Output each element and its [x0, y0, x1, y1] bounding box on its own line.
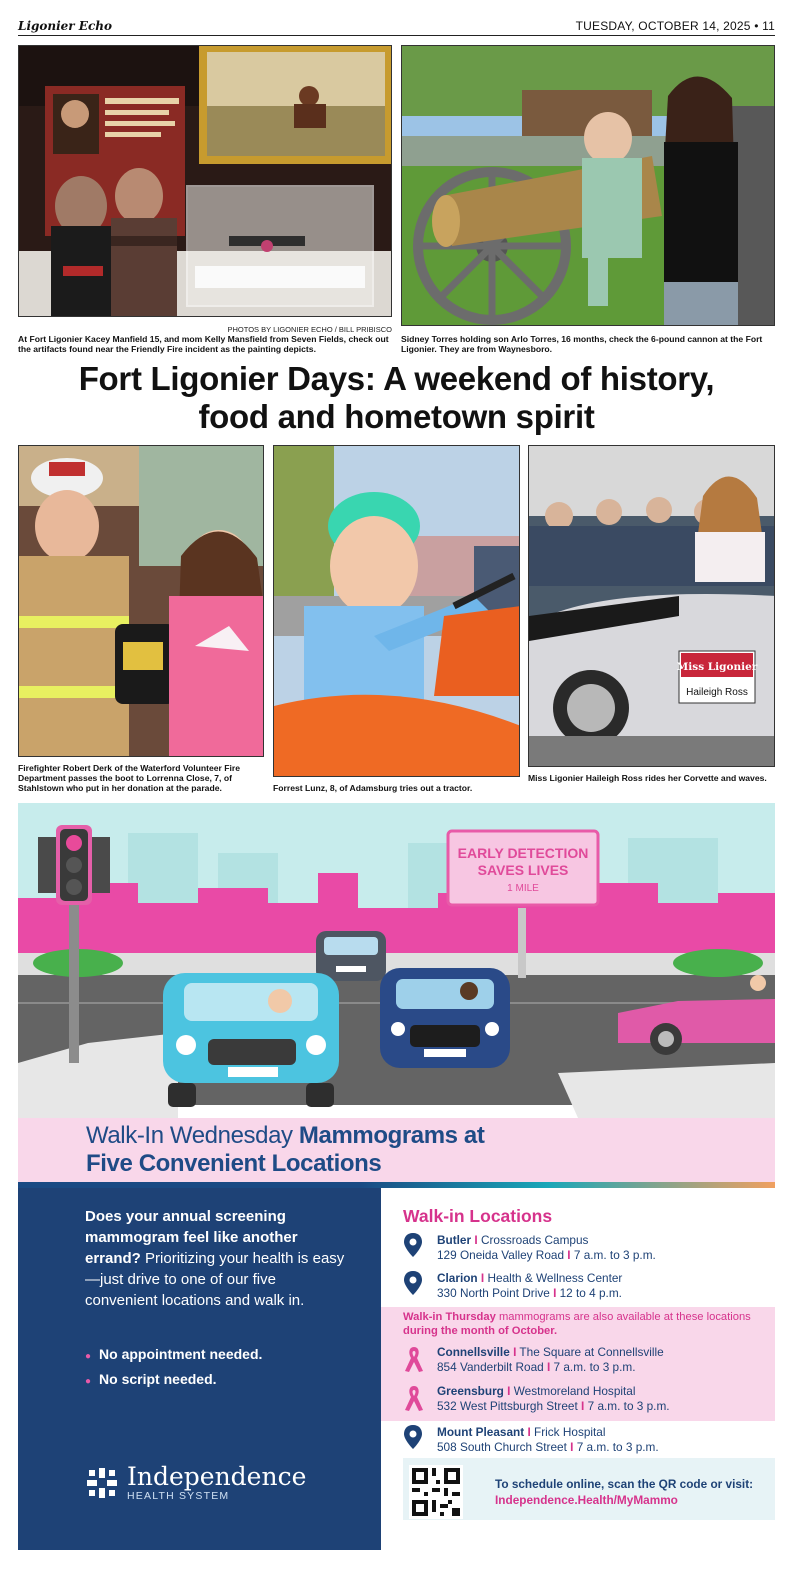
pink-ribbon-icon — [403, 1384, 437, 1417]
question-bold: Does your annual screening mammogram feel like another errand? — [85, 1208, 298, 1267]
banner-line1 — [86, 1122, 775, 1150]
headline-line2: food and hometown spirit — [198, 398, 595, 435]
car-sign-title: Miss Ligonier — [676, 661, 758, 673]
ad-question — [85, 1206, 351, 1311]
qr-code-icon[interactable] — [409, 1465, 463, 1519]
paper-name: Ligonier Echo — [18, 18, 112, 33]
banner-bold1: Mammograms at — [298, 1122, 485, 1149]
photo-credit: PHOTOS BY LIGONIER ECHO / BILL PRIBISCO — [227, 325, 392, 334]
ad-right-panel — [381, 1188, 775, 1550]
cannon-caption: Sidney Torres holding son Arlo Torres, 16 months, check the 6-pound cannon at the Fort Ligonier. They are from Waynesboro. — [401, 334, 763, 354]
headline — [18, 360, 775, 436]
pink-ribbon-icon — [403, 1345, 437, 1378]
location-item: Butler I Crossroads Campus 129 Oneida Valley Road I 7 a.m. to 3 p.m. — [403, 1233, 775, 1263]
banner-light: Walk-In Wednesday — [86, 1122, 293, 1149]
museum-caption: At Fort Ligonier Kacey Manfield 15, and mom Kelly Mansfield from Seven Fields, check out the artifacts found near the Friendly Fire incident as the painting depicts. — [18, 334, 389, 354]
bullet-icon: ● — [85, 1351, 92, 1362]
tractor-photo — [273, 445, 520, 777]
banner-line2 — [86, 1150, 775, 1178]
logo-name: Independence — [127, 1462, 307, 1491]
schedule-text — [495, 1476, 753, 1508]
map-pin-icon — [403, 1233, 437, 1262]
question-body: Prioritizing your health is easy—just drive to one of our five convenient locations and walk in. — [85, 1250, 345, 1309]
location-item: Clarion I Health & Wellness Center 330 North Point Drive I 12 to 4 p.m. — [403, 1271, 775, 1301]
masthead — [18, 16, 775, 36]
logo-sub: HEALTH SYSTEM — [127, 1490, 230, 1502]
thursday-note: Walk-in Thursday mammograms are also available at these locations during the month of October. — [403, 1311, 751, 1337]
location-item: Connellsville I The Square at Connellsville 854 Vanderbilt Road I 7 a.m. to 3 p.m. — [403, 1345, 775, 1378]
map-pin-icon — [403, 1425, 437, 1454]
independence-logo — [85, 1464, 306, 1502]
benefit-list — [85, 1343, 351, 1393]
sign-line1: EARLY DETECTION — [457, 845, 589, 861]
firefighter-photo — [18, 445, 264, 757]
firefighter-caption: Firefighter Robert Derk of the Waterford Volunteer Fire Department passes the boot to Lorrenna Close, 7, of Stahlstown who put in her donation at the parade. — [18, 763, 241, 793]
ad-illustration — [18, 803, 775, 1118]
benefit-item: ● No script needed. — [85, 1371, 217, 1387]
location-item: Mount Pleasant I Frick Hospital 508 South Church Street I 7 a.m. to 3 p.m. — [403, 1425, 775, 1455]
tractor-caption: Forrest Lunz, 8, of Adamsburg tries out a tractor. — [273, 783, 473, 793]
benefit-item: ● No appointment needed. — [85, 1346, 263, 1362]
museum-photo — [18, 45, 392, 317]
ad-banner — [18, 1118, 775, 1182]
headline-line1: Fort Ligonier Days: A weekend of history, — [78, 360, 715, 397]
bullet-icon: ● — [85, 1376, 92, 1387]
date-page: TUESDAY, OCTOBER 14, 2025 • 11 — [575, 18, 775, 33]
independence-logo-icon — [85, 1466, 119, 1500]
schedule-line: To schedule online, scan the QR code or visit: — [495, 1477, 754, 1491]
locations-title: Walk-in Locations — [403, 1206, 553, 1226]
sign-line3: 1 MILE — [507, 883, 539, 894]
banner-bold2: Five Convenient Locations — [86, 1150, 382, 1177]
corvette-photo — [528, 445, 775, 767]
sign-line2: SAVES LIVES — [477, 862, 569, 878]
ad-left-panel — [18, 1188, 381, 1550]
schedule-url-link[interactable]: Independence.Health/MyMammo — [495, 1493, 678, 1507]
map-pin-icon — [403, 1271, 437, 1300]
location-item: Greensburg I Westmoreland Hospital 532 West Pittsburgh Street I 7 a.m. to 3 p.m. — [403, 1384, 775, 1417]
cannon-photo — [401, 45, 775, 326]
car-sign-name: Haileigh Ross — [686, 687, 748, 698]
corvette-caption: Miss Ligonier Haileigh Ross rides her Corvette and waves. — [528, 773, 767, 783]
